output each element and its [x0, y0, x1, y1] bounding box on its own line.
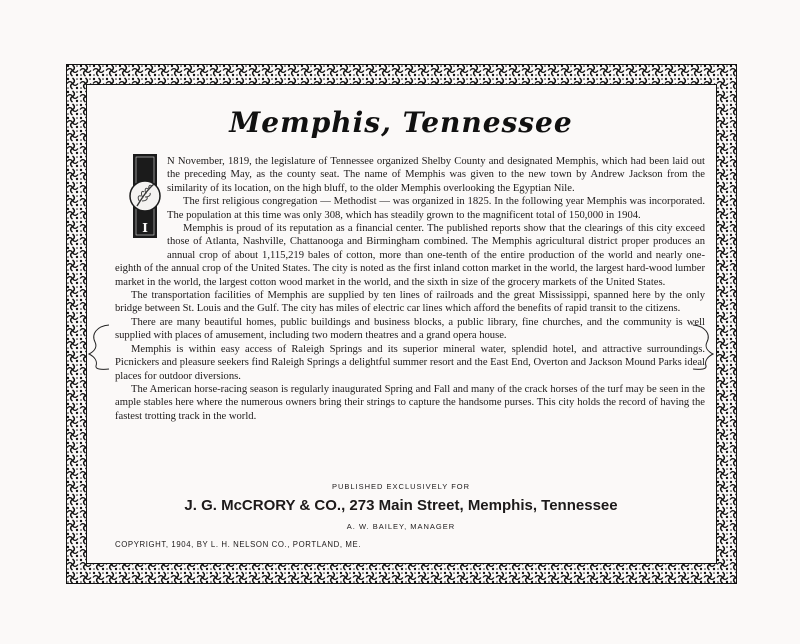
paragraph-7: The American horse-racing season is regularly inaugurated Spring and Fall and many of the crack horses of the turf may be seen in the ample stables here where the numerous owners bring their strings to capture the handsome purses. This city holds the record of having the fastest trotting track in the world.	[115, 383, 705, 422]
paragraph-1: N November, 1819, the legislature of Tennessee organized Shelby County and designated Memphis, which had been laid out the preceding May, as the county seat. The name of Memphis was given to the new town by Andrew Jackson from the similarity of its location, on the high bluff, to the older Memphis overlooking the Egyptian Nile.	[167, 156, 705, 194]
copyright-line: COPYRIGHT, 1904, BY L. H. NELSON CO., PORTLAND, ME.	[115, 540, 362, 549]
document-page	[95, 90, 707, 558]
paragraph-4: The transportation facilities of Memphis are supplied by ten lines of railroads and the great Mississippi, spanned here by the only bridge between St. Louis and the Gulf. The city has miles of electric car lines which afford the benefits of rapid transit to the citizens.	[115, 290, 705, 315]
paragraph-3: Memphis is proud of its reputation as a financial center. The published reports show that the clearings of this city exceed those of Atlanta, Nashville, Chattanooga and Birmingham combined. The Memphis agricultural district proper produces an annual crop of about 1,115,219 bales of cotton, more than one-tenth of the entire production of the world and nearly one-eighth of the annual crop of the United States. The city is noted as the first inland cotton market in the world, the largest hard-wood lumber market in the world, the largest cotton wood market in the world, and the sixth in size of the grocery markets of the United States.	[115, 223, 705, 288]
right-pencil-bracket	[689, 322, 715, 372]
body-text	[115, 155, 705, 423]
page-title: Memphis, Tennessee	[229, 106, 573, 139]
publisher-name: J. G. McCRORY & CO., 273 Main Street, Memphis, Tennessee	[184, 497, 618, 514]
drop-cap-letter: I	[142, 221, 148, 235]
paragraph-6: Memphis is within easy access of Raleigh Springs and its superior mineral water, splendid hotel, and attractive surroundings. Picnickers and pleasure seekers find Raleigh Springs a delightful summer resort and the East End, Overton and Jackson Mound Parks ideal places for outdoor diversions.	[115, 343, 705, 382]
manager-line: A. W. BAILEY, MANAGER	[346, 522, 456, 531]
paragraph-5: There are many beautiful homes, public buildings and business blocks, a public library, fine churches, and the community is well supplied with places of amusement, including two modern theatres and a grand opera house.	[115, 316, 705, 342]
left-pencil-bracket	[87, 322, 113, 372]
published-for-label: PUBLISHED EXCLUSIVELY FOR	[331, 482, 471, 491]
paragraph-2: The first religious congregation — Methodist — was organized in 1825. In the following year Memphis was incorporated. The population at this time was only 308, which has steadily grown to the magnificent total of 150,000 in 1904.	[167, 196, 705, 221]
